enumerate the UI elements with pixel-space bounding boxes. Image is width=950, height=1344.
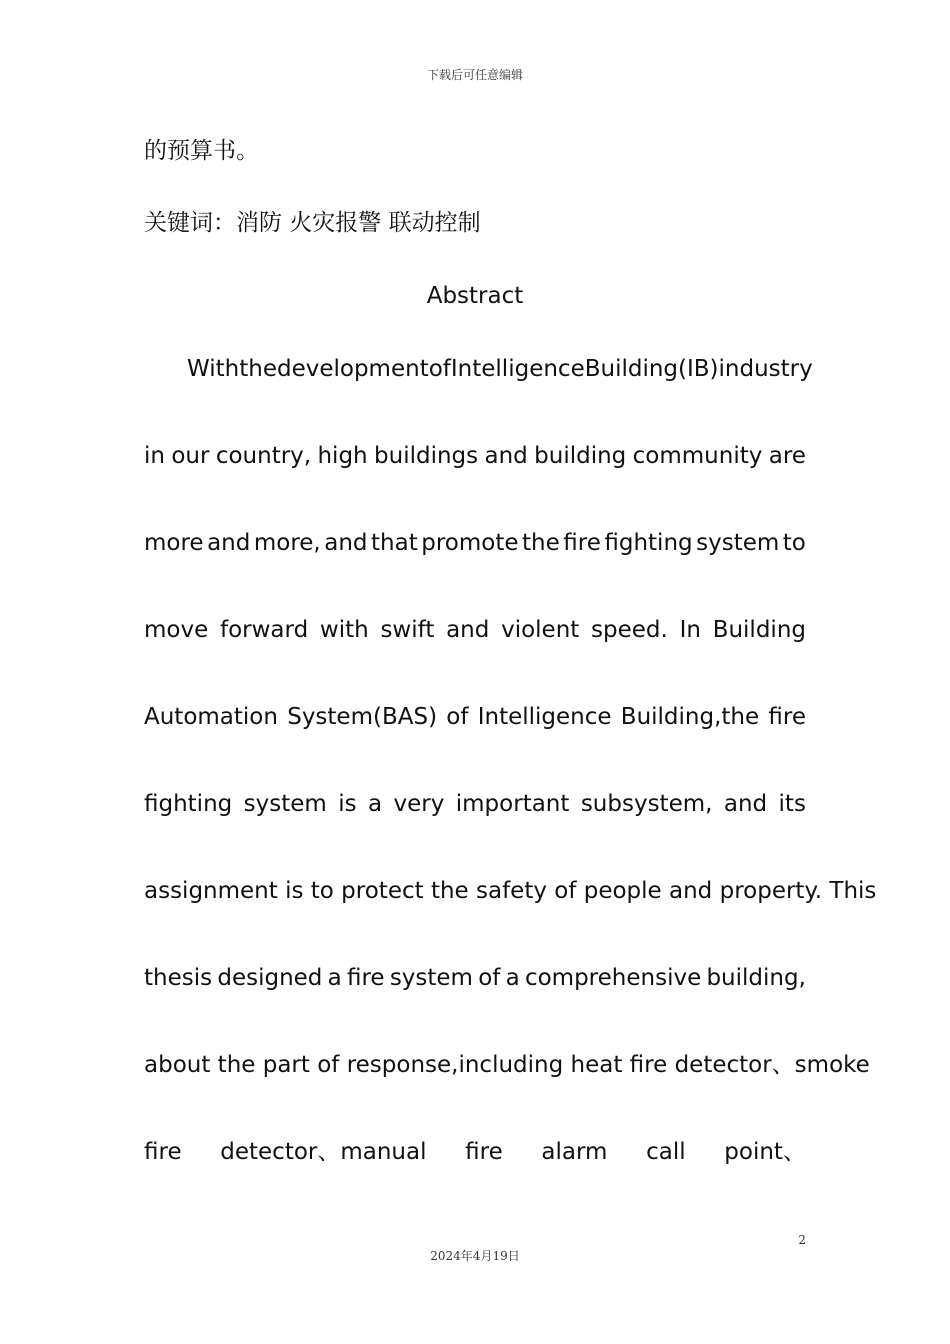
budget-line: 的预算书。 xyxy=(144,138,259,164)
abstract-word: our xyxy=(171,443,210,469)
abstract-word: and xyxy=(723,791,768,817)
abstract-line xyxy=(144,876,877,906)
abstract-line xyxy=(144,789,806,819)
abstract-line xyxy=(144,441,806,471)
abstract-word: fire xyxy=(768,704,806,730)
abstract-word: its xyxy=(778,791,806,817)
abstract-word: with xyxy=(319,617,369,643)
abstract-word: Intelligence xyxy=(477,704,612,730)
abstract-word: designed xyxy=(217,965,323,991)
abstract-word: fighting xyxy=(604,530,693,556)
abstract-word: forward xyxy=(219,617,309,643)
abstract-word: assignment is to protect the safety of people and property. This xyxy=(144,878,877,904)
abstract-word: of xyxy=(428,356,451,382)
abstract-word: and xyxy=(207,530,251,556)
abstract-word: community xyxy=(632,443,763,469)
abstract-title: Abstract xyxy=(426,283,524,309)
abstract-word: system xyxy=(696,530,780,556)
abstract-word: that xyxy=(371,530,418,556)
abstract-word: fire xyxy=(465,1139,503,1165)
page-number: 2 xyxy=(798,1233,806,1247)
abstract-word: move xyxy=(144,617,209,643)
page-header: 下载后可任意编辑 xyxy=(426,68,523,82)
abstract-word: detector、manual xyxy=(220,1139,427,1165)
abstract-word: country, xyxy=(215,443,312,469)
abstract-word: Building,the xyxy=(620,704,760,730)
abstract-word: System(BAS) xyxy=(287,704,438,730)
abstract-word: buildings xyxy=(374,443,479,469)
abstract-word: about the part of response,including heat fire detector、smoke xyxy=(144,1052,870,1078)
abstract-line xyxy=(144,615,806,645)
abstract-word: Automation xyxy=(144,704,278,730)
abstract-word: thesis xyxy=(144,965,213,991)
abstract-word: Building(IB) xyxy=(584,356,719,382)
abstract-word: high xyxy=(317,443,368,469)
abstract-word: alarm xyxy=(541,1139,608,1165)
abstract-word: fighting xyxy=(144,791,233,817)
abstract-line xyxy=(144,1137,806,1167)
abstract-word: comprehensive xyxy=(524,965,702,991)
abstract-line xyxy=(144,702,806,732)
abstract-word: the xyxy=(522,530,560,556)
abstract-word: In xyxy=(679,617,701,643)
abstract-word: system xyxy=(243,791,327,817)
abstract-line xyxy=(187,354,813,384)
abstract-word: building xyxy=(534,443,627,469)
abstract-word: and xyxy=(446,617,490,643)
abstract-line xyxy=(144,963,806,993)
abstract-word: fire xyxy=(563,530,601,556)
abstract-word: and xyxy=(324,530,368,556)
abstract-word: to xyxy=(782,530,806,556)
abstract-word: important xyxy=(455,791,570,817)
abstract-word: development xyxy=(276,356,429,382)
abstract-word: are xyxy=(768,443,806,469)
keywords-line: 关键词：消防 火灾报警 联动控制 xyxy=(144,210,481,236)
abstract-word: promote xyxy=(421,530,519,556)
abstract-word: fire xyxy=(144,1139,182,1165)
abstract-word: system xyxy=(389,965,473,991)
abstract-line xyxy=(144,1050,870,1080)
abstract-word: Building xyxy=(712,617,806,643)
abstract-word: and xyxy=(484,443,528,469)
abstract-word: is xyxy=(338,791,357,817)
abstract-word: a xyxy=(327,965,342,991)
abstract-word: a xyxy=(505,965,520,991)
abstract-word: very xyxy=(393,791,445,817)
abstract-word: subsystem, xyxy=(580,791,713,817)
abstract-word: in xyxy=(144,443,165,469)
abstract-word: swift xyxy=(380,617,435,643)
abstract-word: call xyxy=(646,1139,686,1165)
abstract-word: point、 xyxy=(724,1139,806,1165)
abstract-word: speed. xyxy=(591,617,668,643)
abstract-word: a xyxy=(368,791,383,817)
abstract-word: building, xyxy=(706,965,806,991)
page-footer-date: 2024年4月19日 xyxy=(430,1249,520,1263)
abstract-word: the xyxy=(239,356,277,382)
abstract-word: of xyxy=(478,965,501,991)
abstract-word: violent xyxy=(501,617,580,643)
abstract-word: of xyxy=(446,704,469,730)
abstract-word: more xyxy=(144,530,204,556)
abstract-line xyxy=(144,528,806,558)
abstract-word: With xyxy=(187,356,240,382)
abstract-word: fire xyxy=(346,965,385,991)
abstract-word: Intelligence xyxy=(450,356,585,382)
abstract-word: more, xyxy=(253,530,321,556)
abstract-word: industry xyxy=(718,356,813,382)
